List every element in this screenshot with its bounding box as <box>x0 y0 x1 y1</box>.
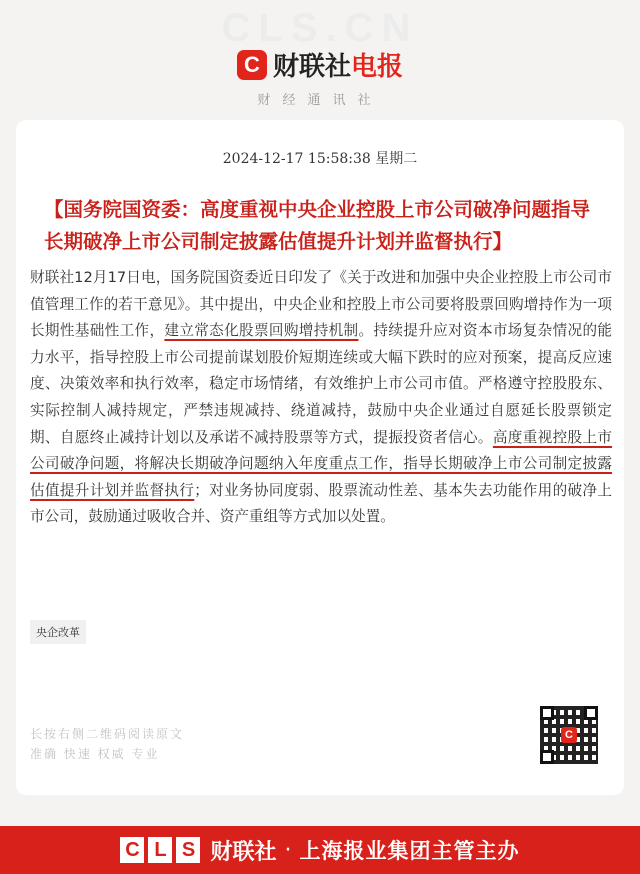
qr-finder-top-right <box>584 706 598 720</box>
footer-note-line1: 长按右侧二维码阅读原文 <box>30 727 185 741</box>
bottom-banner <box>0 826 640 874</box>
body-underline-1: 建立常态化股票回购增持机制 <box>164 322 359 340</box>
article-card <box>16 120 624 795</box>
cls-letter-s: S <box>176 837 200 863</box>
bottom-brand-name: 财联社 <box>210 839 277 865</box>
qr-finder-top-left <box>540 706 554 720</box>
cls-watermark: CLS.CN <box>221 6 419 50</box>
article-datetime: 2024-12-17 15:58:38 星期二 <box>222 151 418 167</box>
qr-code[interactable] <box>538 704 600 766</box>
article-headline: 【国务院国资委：高度重视中央企业控股上市公司破净问题指导长期破净上市公司制定披露估值提升计划并监督执行】 <box>44 198 591 253</box>
body-underline-2: 高度重视控股上市公司破净问题，将解决长期破净问题纳入年度重点工作，指导长期破净上市公司制定披露估值提升计划并监督执行 <box>30 428 612 499</box>
bottom-slogan: 上海报业集团主管主办 <box>299 839 520 863</box>
brand-header <box>0 46 640 108</box>
brand-name-part2: 电报 <box>351 52 404 82</box>
qr-finder-bottom-left <box>540 750 554 764</box>
body-text-part1: 财联社12月17日电，国务院国资委近日印发了《关于改进和加强中央企业控股上市公司市值管理工作的若干意见》。其中提出，中央企业和控股上市公司要将股票回购增持作为一项长期性基础性工作， <box>30 269 612 340</box>
cls-logo-icon: C <box>237 50 267 80</box>
footer-note <box>30 724 184 764</box>
topic-tag[interactable]: 央企改革 <box>30 620 86 644</box>
footer-note-line2: 准确 快速 权威 专业 <box>30 747 160 761</box>
article-body <box>30 265 612 531</box>
brand-name-part1: 财联社 <box>272 52 351 82</box>
brand-subtitle: 财经通讯社 <box>257 93 383 108</box>
bottom-separator: · <box>284 837 292 863</box>
cls-letter-l: L <box>148 837 172 863</box>
qr-logo-icon: C <box>561 727 577 743</box>
body-text-part3: ；对业务协同度弱、股票流动性差、基本失去功能作用的破净上市公司，鼓励通过吸收合并、资产重组等方式加以处置。 <box>30 481 612 526</box>
body-text-part2: 。持续提升应对资本市场复杂情况的能力水平，指导控股上市公司提前谋划股价短期连续或大幅下跌时的应对预案，提高反应速度、决策效率和执行效率，稳定市场情绪，有效维护上市公司市值。严格遵守控股股东、实际控制人减持规定，严禁违规减持、绕道减持，鼓励中央企业通过自愿延长股票锁定期、自愿终止减持计划以及承诺不减持股票等方式，提振投资者信心。 <box>30 322 612 446</box>
brand-name <box>273 46 403 83</box>
cls-letter-c: C <box>120 837 144 863</box>
